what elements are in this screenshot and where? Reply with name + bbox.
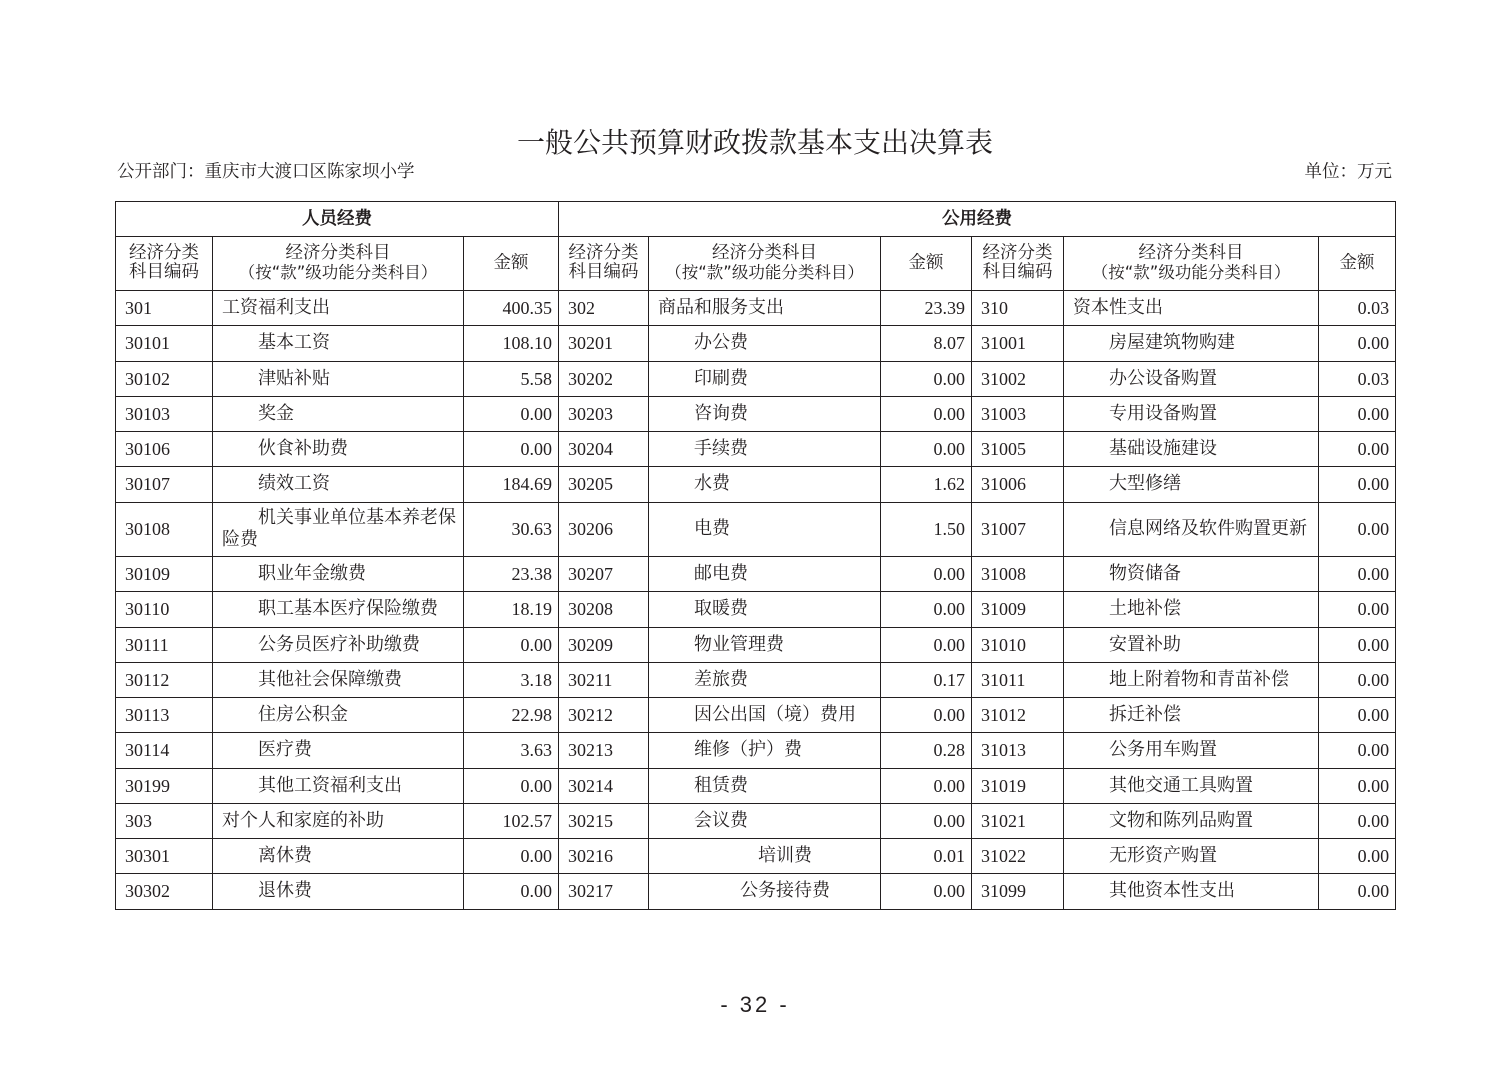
capital-code: 31013 xyxy=(972,733,1064,768)
capital-item: 其他交通工具购置 xyxy=(1064,768,1319,803)
goods-code: 302 xyxy=(559,291,649,326)
goods-amount: 0.00 xyxy=(881,768,972,803)
capital-code: 31005 xyxy=(972,432,1064,467)
capital-amount: 0.00 xyxy=(1319,803,1396,838)
personnel-item: 绩效工资 xyxy=(213,467,464,502)
capital-item: 大型修缮 xyxy=(1064,467,1319,502)
personnel-item: 伙食补助费 xyxy=(213,432,464,467)
personnel-item: 退休费 xyxy=(213,874,464,909)
goods-code: 30201 xyxy=(559,326,649,361)
table-row xyxy=(116,627,1396,662)
personnel-code: 30110 xyxy=(116,592,213,627)
department-label: 公开部门：重庆市大渡口区陈家坝小学 xyxy=(117,162,415,182)
group-header-public: 公用经费 xyxy=(559,202,1396,237)
capital-amount: 0.03 xyxy=(1319,291,1396,326)
personnel-item: 职工基本医疗保险缴费 xyxy=(213,592,464,627)
capital-item: 房屋建筑物购建 xyxy=(1064,326,1319,361)
capital-amount-header: 金额 xyxy=(1319,236,1396,291)
item-header-line: 经济分类科目 xyxy=(285,243,391,264)
capital-amount: 0.00 xyxy=(1319,502,1396,557)
capital-code: 31001 xyxy=(972,326,1064,361)
goods-item: 取暖费 xyxy=(649,592,881,627)
capital-amount: 0.00 xyxy=(1319,592,1396,627)
personnel-item: 公务员医疗补助缴费 xyxy=(213,627,464,662)
capital-code: 31007 xyxy=(972,502,1064,557)
goods-code: 30212 xyxy=(559,698,649,733)
item-header-note: （按“款”级功能分类科目） xyxy=(1091,263,1291,283)
personnel-code: 30113 xyxy=(116,698,213,733)
capital-item: 拆迁补偿 xyxy=(1064,698,1319,733)
personnel-item: 机关事业单位基本养老保险费 xyxy=(213,502,464,557)
personnel-code: 30114 xyxy=(116,733,213,768)
capital-amount: 0.00 xyxy=(1319,839,1396,874)
goods-amount: 1.50 xyxy=(881,502,972,557)
table-row xyxy=(116,467,1396,502)
personnel-code: 30107 xyxy=(116,467,213,502)
goods-item: 差旅费 xyxy=(649,662,881,697)
capital-amount: 0.00 xyxy=(1319,396,1396,431)
capital-amount: 0.03 xyxy=(1319,361,1396,396)
personnel-amount: 102.57 xyxy=(464,803,559,838)
goods-code: 30217 xyxy=(559,874,649,909)
goods-item: 印刷费 xyxy=(649,361,881,396)
capital-amount: 0.00 xyxy=(1319,698,1396,733)
group-header-personnel: 人员经费 xyxy=(116,202,559,237)
capital-code: 31011 xyxy=(972,662,1064,697)
goods-code: 30202 xyxy=(559,361,649,396)
personnel-code-header xyxy=(116,236,213,291)
goods-item-header xyxy=(649,236,881,291)
personnel-code: 30103 xyxy=(116,396,213,431)
goods-amount: 0.00 xyxy=(881,874,972,909)
personnel-amount: 108.10 xyxy=(464,326,559,361)
page-title: 一般公共预算财政拨款基本支出决算表 xyxy=(516,126,993,159)
personnel-item: 奖金 xyxy=(213,396,464,431)
code-header-line: 经济分类 xyxy=(568,243,639,264)
personnel-code: 30101 xyxy=(116,326,213,361)
group-header-row xyxy=(116,202,1396,237)
goods-item: 培训费 xyxy=(649,839,881,874)
capital-amount: 0.00 xyxy=(1319,432,1396,467)
item-header-note: （按“款”级功能分类科目） xyxy=(665,263,864,283)
goods-item: 手续费 xyxy=(649,432,881,467)
personnel-item: 工资福利支出 xyxy=(213,291,464,326)
goods-code: 30211 xyxy=(559,662,649,697)
code-header-line: 经济分类 xyxy=(982,243,1053,264)
goods-code: 30206 xyxy=(559,502,649,557)
personnel-amount: 184.69 xyxy=(464,467,559,502)
goods-amount: 0.00 xyxy=(881,698,972,733)
goods-item: 租赁费 xyxy=(649,768,881,803)
goods-code: 30207 xyxy=(559,557,649,592)
personnel-amount: 0.00 xyxy=(464,396,559,431)
expenditure-table xyxy=(115,201,1396,910)
capital-code: 31021 xyxy=(972,803,1064,838)
table-row xyxy=(116,557,1396,592)
table-row xyxy=(116,768,1396,803)
capital-code: 31099 xyxy=(972,874,1064,909)
capital-item: 地上附着物和青苗补偿 xyxy=(1064,662,1319,697)
table-row xyxy=(116,502,1396,557)
table-row xyxy=(116,361,1396,396)
capital-amount: 0.00 xyxy=(1319,874,1396,909)
personnel-amount: 23.38 xyxy=(464,557,559,592)
code-header-line: 经济分类 xyxy=(129,243,199,264)
goods-item: 电费 xyxy=(649,502,881,557)
personnel-code: 303 xyxy=(116,803,213,838)
personnel-amount: 22.98 xyxy=(464,698,559,733)
capital-code: 31010 xyxy=(972,627,1064,662)
capital-item: 专用设备购置 xyxy=(1064,396,1319,431)
item-header-note: （按“款”级功能分类科目） xyxy=(238,263,438,283)
table-row xyxy=(116,874,1396,909)
goods-amount: 23.39 xyxy=(881,291,972,326)
goods-item: 物业管理费 xyxy=(649,627,881,662)
personnel-amount: 400.35 xyxy=(464,291,559,326)
capital-amount: 0.00 xyxy=(1319,733,1396,768)
table-row xyxy=(116,698,1396,733)
capital-item: 物资储备 xyxy=(1064,557,1319,592)
goods-code: 30215 xyxy=(559,803,649,838)
goods-code: 30214 xyxy=(559,768,649,803)
capital-code: 31006 xyxy=(972,467,1064,502)
capital-code: 31012 xyxy=(972,698,1064,733)
goods-code: 30204 xyxy=(559,432,649,467)
capital-item: 文物和陈列品购置 xyxy=(1064,803,1319,838)
personnel-amount: 0.00 xyxy=(464,839,559,874)
goods-amount: 8.07 xyxy=(881,326,972,361)
capital-item: 公务用车购置 xyxy=(1064,733,1319,768)
capital-amount: 0.00 xyxy=(1319,467,1396,502)
item-header-line: 经济分类科目 xyxy=(1138,243,1244,264)
capital-item-header xyxy=(1064,236,1319,291)
goods-amount: 0.00 xyxy=(881,627,972,662)
capital-item: 办公设备购置 xyxy=(1064,361,1319,396)
personnel-item-header xyxy=(213,236,464,291)
personnel-code: 30111 xyxy=(116,627,213,662)
goods-code: 30208 xyxy=(559,592,649,627)
personnel-amount-header: 金额 xyxy=(464,236,559,291)
personnel-item: 其他工资福利支出 xyxy=(213,768,464,803)
goods-amount: 1.62 xyxy=(881,467,972,502)
goods-item: 办公费 xyxy=(649,326,881,361)
table-row xyxy=(116,326,1396,361)
goods-amount-header: 金额 xyxy=(881,236,972,291)
goods-amount: 0.00 xyxy=(881,592,972,627)
personnel-item: 基本工资 xyxy=(213,326,464,361)
goods-amount: 0.01 xyxy=(881,839,972,874)
capital-code: 31003 xyxy=(972,396,1064,431)
capital-code-header xyxy=(972,236,1064,291)
goods-amount: 0.00 xyxy=(881,432,972,467)
capital-code: 31022 xyxy=(972,839,1064,874)
personnel-code: 30102 xyxy=(116,361,213,396)
page-number: - 32 - xyxy=(720,992,790,1017)
personnel-item: 其他社会保障缴费 xyxy=(213,662,464,697)
personnel-code: 30301 xyxy=(116,839,213,874)
goods-code: 30209 xyxy=(559,627,649,662)
goods-code-header xyxy=(559,236,649,291)
capital-item: 资本性支出 xyxy=(1064,291,1319,326)
item-header-line: 经济分类科目 xyxy=(712,243,818,264)
table-row xyxy=(116,592,1396,627)
table-row xyxy=(116,396,1396,431)
goods-amount: 0.17 xyxy=(881,662,972,697)
goods-item: 因公出国（境）费用 xyxy=(649,698,881,733)
goods-amount: 0.00 xyxy=(881,803,972,838)
goods-item: 邮电费 xyxy=(649,557,881,592)
code-header-line: 科目编码 xyxy=(982,262,1053,283)
goods-code: 30203 xyxy=(559,396,649,431)
goods-amount: 0.00 xyxy=(881,557,972,592)
personnel-amount: 5.58 xyxy=(464,361,559,396)
personnel-amount: 0.00 xyxy=(464,768,559,803)
table-row xyxy=(116,803,1396,838)
personnel-amount: 30.63 xyxy=(464,502,559,557)
personnel-item: 对个人和家庭的补助 xyxy=(213,803,464,838)
personnel-amount: 3.63 xyxy=(464,733,559,768)
personnel-item: 职业年金缴费 xyxy=(213,557,464,592)
personnel-code: 30109 xyxy=(116,557,213,592)
capital-item: 安置补助 xyxy=(1064,627,1319,662)
capital-item: 基础设施建设 xyxy=(1064,432,1319,467)
capital-code: 31002 xyxy=(972,361,1064,396)
capital-code: 310 xyxy=(972,291,1064,326)
code-header-line: 科目编码 xyxy=(568,262,639,283)
personnel-code: 30199 xyxy=(116,768,213,803)
capital-amount: 0.00 xyxy=(1319,768,1396,803)
table-row xyxy=(116,432,1396,467)
table-row xyxy=(116,291,1396,326)
goods-code: 30213 xyxy=(559,733,649,768)
personnel-amount: 0.00 xyxy=(464,627,559,662)
personnel-code: 30108 xyxy=(116,502,213,557)
capital-code: 31009 xyxy=(972,592,1064,627)
personnel-amount: 18.19 xyxy=(464,592,559,627)
capital-amount: 0.00 xyxy=(1319,662,1396,697)
personnel-item: 离休费 xyxy=(213,839,464,874)
capital-item: 土地补偿 xyxy=(1064,592,1319,627)
capital-item: 信息网络及软件购置更新 xyxy=(1064,502,1319,557)
goods-item: 商品和服务支出 xyxy=(649,291,881,326)
capital-code: 31019 xyxy=(972,768,1064,803)
personnel-code: 30106 xyxy=(116,432,213,467)
code-header-line: 科目编码 xyxy=(129,262,199,283)
column-header-row xyxy=(116,236,1396,291)
personnel-code: 301 xyxy=(116,291,213,326)
capital-amount: 0.00 xyxy=(1319,326,1396,361)
personnel-item: 住房公积金 xyxy=(213,698,464,733)
personnel-item: 津贴补贴 xyxy=(213,361,464,396)
personnel-amount: 3.18 xyxy=(464,662,559,697)
capital-code: 31008 xyxy=(972,557,1064,592)
table-row xyxy=(116,733,1396,768)
personnel-amount: 0.00 xyxy=(464,874,559,909)
goods-item: 会议费 xyxy=(649,803,881,838)
capital-item: 无形资产购置 xyxy=(1064,839,1319,874)
capital-amount: 0.00 xyxy=(1319,627,1396,662)
goods-item: 维修（护）费 xyxy=(649,733,881,768)
goods-item: 咨询费 xyxy=(649,396,881,431)
goods-code: 30205 xyxy=(559,467,649,502)
table-row xyxy=(116,839,1396,874)
personnel-code: 30302 xyxy=(116,874,213,909)
personnel-item: 医疗费 xyxy=(213,733,464,768)
goods-item: 公务接待费 xyxy=(649,874,881,909)
goods-amount: 0.28 xyxy=(881,733,972,768)
goods-amount: 0.00 xyxy=(881,396,972,431)
personnel-code: 30112 xyxy=(116,662,213,697)
capital-amount: 0.00 xyxy=(1319,557,1396,592)
goods-amount: 0.00 xyxy=(881,361,972,396)
goods-code: 30216 xyxy=(559,839,649,874)
table-row xyxy=(116,662,1396,697)
personnel-amount: 0.00 xyxy=(464,432,559,467)
goods-item: 水费 xyxy=(649,467,881,502)
unit-label: 单位：万元 xyxy=(1304,162,1392,182)
capital-item: 其他资本性支出 xyxy=(1064,874,1319,909)
